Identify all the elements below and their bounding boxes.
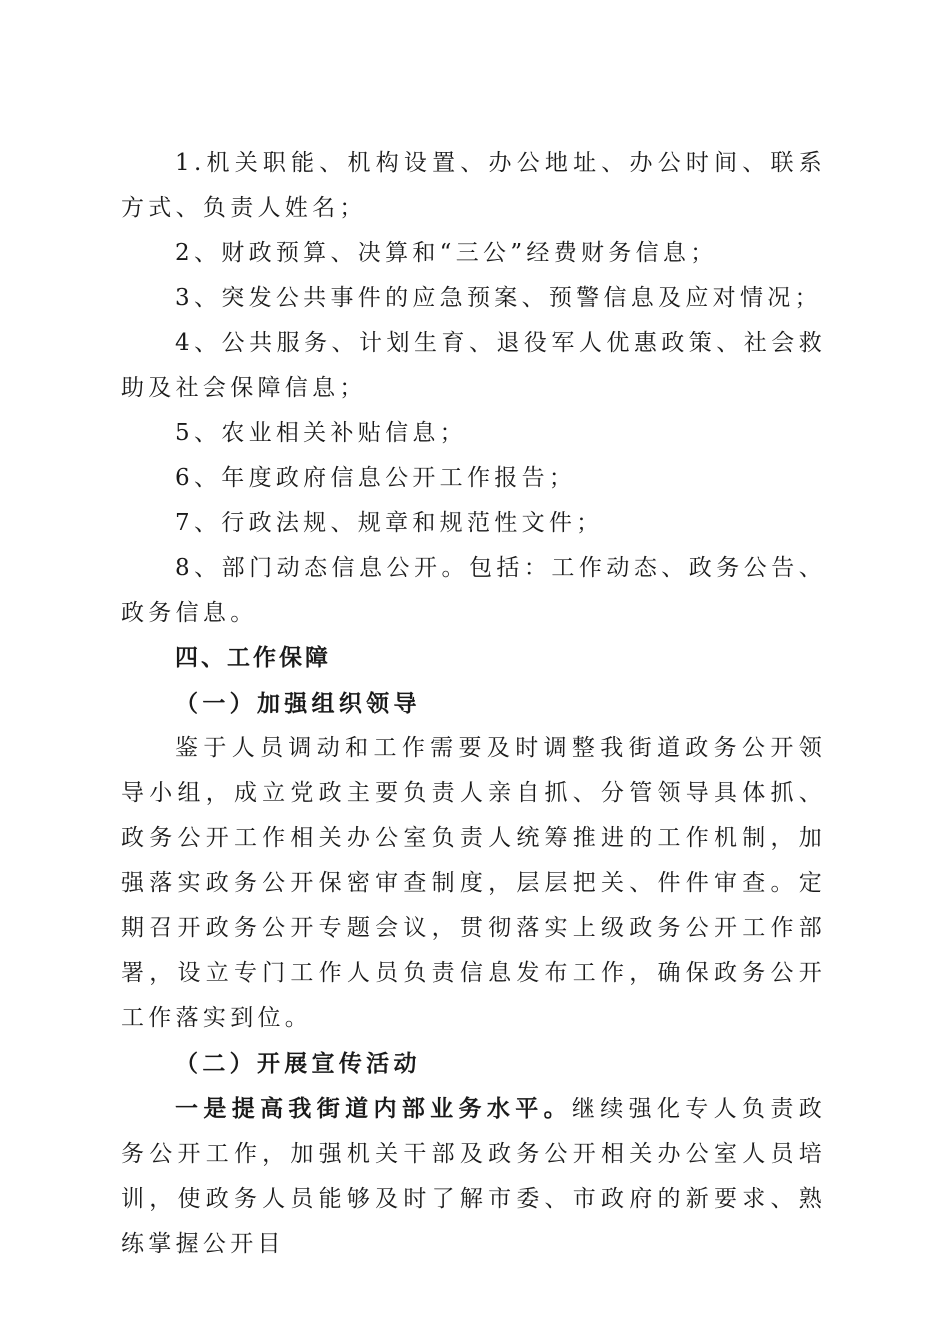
- list-item: 4、公共服务、计划生育、退役军人优惠政策、社会救助及社会保障信息；: [121, 330, 826, 401]
- lead-sentence: 一是提高我街道内部业务水平。: [175, 1095, 572, 1122]
- list-item: 1.机关职能、机构设置、办公地址、办公时间、联系方式、负责人姓名；: [121, 150, 826, 221]
- body-text: 继续强化专人负责政务公开工作，加强机关干部及政务公开相关办公室人员培训，使政务人员能够及时了解市委、市政府的新要求、熟练掌握公开目: [121, 1096, 827, 1257]
- subsection-body: 鉴于人员调动和工作需要及时调整我街道政务公开领导小组，成立党政主要负责人亲自抓、分管领导具体抓、政务公开工作相关办公室负责人统筹推进的工作机制，加强落实政务公开保密审查制度，层层把关、件件审查。定期召开政务公开专题会议，贯彻落实上级政务公开工作部署，设立专门工作人员负责信息发布工作，确保政务公开工作落实到位。: [121, 735, 826, 1031]
- list-item: 6、年度政府信息公开工作报告；: [175, 465, 577, 491]
- subsection-title: （二）开展宣传活动: [175, 1050, 421, 1077]
- list-item: 7、行政法规、规章和规范性文件；: [175, 510, 604, 536]
- subsection-title: （一）加强组织领导: [175, 690, 421, 717]
- list-item: 3、突发公共事件的应急预案、预警信息及应对情况；: [175, 285, 822, 311]
- document-body: [121, 141, 826, 1267]
- section-heading: 四、工作保障: [175, 645, 332, 671]
- list-item: 5、农业相关补贴信息；: [175, 420, 467, 446]
- subsection-body: [121, 1086, 826, 1267]
- list-item: 8、部门动态信息公开。包括：工作动态、政务公告、政务信息。: [121, 555, 826, 626]
- list-item: 2、财政预算、决算和“三公”经费财务信息；: [175, 240, 718, 266]
